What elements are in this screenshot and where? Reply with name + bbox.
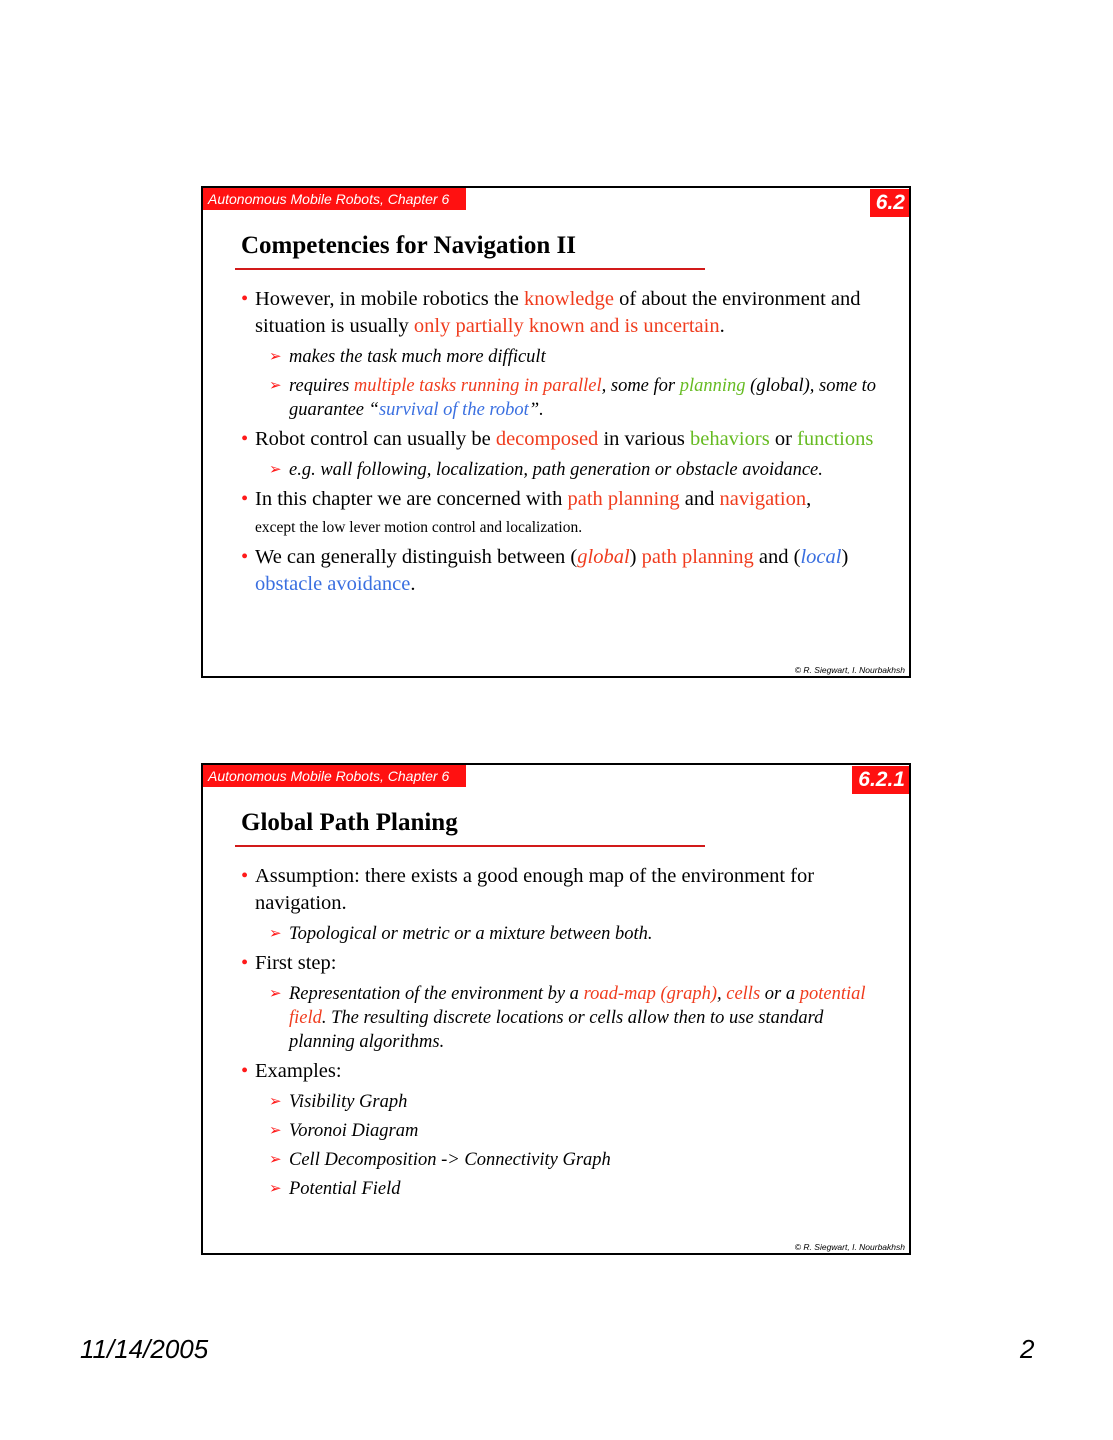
text-segment: or bbox=[769, 428, 798, 450]
text-segment: of about the environment and situation is usually bbox=[255, 288, 861, 337]
text-segment: Cell Decomposition -> Connectivity Graph bbox=[289, 1150, 611, 1170]
text-segment: However, in mobile robotics the bbox=[255, 288, 525, 310]
text-segment: path planning bbox=[641, 546, 754, 568]
sub-bullet-item bbox=[241, 922, 881, 946]
sub-bullet-item bbox=[241, 458, 881, 482]
text-segment: and ( bbox=[753, 546, 801, 568]
text-segment: Voronoi Diagram bbox=[289, 1121, 419, 1141]
text-segment: decomposed bbox=[495, 428, 599, 450]
text-segment: (global), some to guarantee “ bbox=[289, 376, 877, 420]
copyright: © R. Siegwart, I. Nourbakhsh bbox=[794, 665, 905, 675]
text-segment: behaviors bbox=[689, 428, 770, 450]
text-segment: ) bbox=[629, 546, 642, 568]
text-segment: cells bbox=[726, 984, 761, 1004]
sub-bullet-item bbox=[241, 1148, 881, 1172]
copyright: © R. Siegwart, I. Nourbakhsh bbox=[794, 1242, 905, 1252]
arrow-bullet-icon: ➢ bbox=[269, 378, 282, 394]
bullet-item bbox=[241, 863, 881, 917]
text-segment: Robot control can usually be bbox=[255, 428, 496, 450]
text-segment: ”. bbox=[528, 400, 544, 420]
text-segment: First step: bbox=[255, 952, 337, 974]
text-segment: potential field bbox=[289, 984, 866, 1028]
arrow-bullet-icon: ➢ bbox=[269, 1123, 282, 1139]
bullet-item bbox=[241, 486, 881, 540]
text-segment: knowledge bbox=[524, 288, 614, 310]
page-number: 2 bbox=[1020, 1334, 1035, 1364]
title-underline bbox=[235, 845, 705, 847]
arrow-bullet-icon: ➢ bbox=[269, 1181, 282, 1197]
print-date: 11/14/2005 bbox=[80, 1334, 209, 1364]
text-segment: planning bbox=[679, 376, 746, 396]
slide-header-label: Autonomous Mobile Robots, Chapter 6 bbox=[203, 188, 466, 210]
text-segment: , some for bbox=[601, 376, 680, 396]
text-segment: Representation of the environment by a bbox=[289, 984, 584, 1004]
text-segment: only partially known and is uncertain bbox=[413, 315, 720, 337]
bullet-item bbox=[241, 426, 881, 453]
text-segment: Topological or metric or a mixture between both. bbox=[289, 924, 653, 944]
text-segment: road-map (graph) bbox=[583, 984, 717, 1004]
text-segment: requires bbox=[289, 376, 354, 396]
text-segment: obstacle avoidance bbox=[255, 573, 411, 595]
text-segment: except the low lever motion control and localization. bbox=[255, 519, 583, 536]
title-underline bbox=[235, 268, 705, 270]
slide-body bbox=[241, 282, 881, 598]
text-segment: global bbox=[577, 546, 630, 568]
text-segment: or a bbox=[760, 984, 800, 1004]
arrow-bullet-icon: ➢ bbox=[269, 462, 282, 478]
text-segment: . bbox=[719, 315, 725, 337]
bullet-item bbox=[241, 1058, 881, 1085]
text-segment: navigation bbox=[719, 488, 807, 510]
text-segment: local bbox=[800, 546, 842, 568]
arrow-bullet-icon: ➢ bbox=[269, 349, 282, 365]
slide-global-path-planing bbox=[201, 763, 911, 1255]
text-segment: in various bbox=[598, 428, 690, 450]
text-segment: Potential Field bbox=[289, 1179, 401, 1199]
bullet-item bbox=[241, 950, 881, 977]
text-segment: Examples: bbox=[255, 1060, 342, 1082]
arrow-bullet-icon: ➢ bbox=[269, 926, 282, 942]
arrow-bullet-icon: ➢ bbox=[269, 1094, 282, 1110]
sub-bullet-item bbox=[241, 1177, 881, 1201]
text-segment: and bbox=[679, 488, 720, 510]
text-segment: , bbox=[806, 488, 812, 510]
text-segment: multiple tasks running in parallel bbox=[353, 376, 602, 396]
text-segment: Assumption: there exists a good enough map of the environment for navigation. bbox=[255, 865, 815, 914]
sub-bullet-item bbox=[241, 982, 881, 1054]
section-number-badge: 6.2.1 bbox=[852, 766, 909, 794]
sub-bullet-item bbox=[241, 345, 881, 369]
sub-bullet-item bbox=[241, 1119, 881, 1143]
slide-competencies bbox=[201, 186, 911, 678]
text-segment: path planning bbox=[567, 488, 680, 510]
sub-bullet-item bbox=[241, 1090, 881, 1114]
arrow-bullet-icon: ➢ bbox=[269, 1152, 282, 1168]
text-segment: In this chapter we are concerned with bbox=[255, 488, 568, 510]
text-segment: , bbox=[717, 984, 727, 1004]
text-segment: makes the task much more difficult bbox=[289, 347, 546, 367]
slide-body bbox=[241, 859, 881, 1201]
slide-header-label: Autonomous Mobile Robots, Chapter 6 bbox=[203, 765, 466, 787]
text-segment: We can generally distinguish between ( bbox=[255, 546, 578, 568]
text-segment: survival of the robot bbox=[378, 400, 529, 420]
sub-bullet-item bbox=[241, 374, 881, 422]
arrow-bullet-icon: ➢ bbox=[269, 986, 282, 1002]
text-segment: ) bbox=[841, 546, 849, 568]
bullet-item bbox=[241, 544, 881, 598]
bullet-item bbox=[241, 286, 881, 340]
text-segment: e.g. wall following, localization, path generation or obstacle avoidance. bbox=[289, 460, 823, 480]
slide-title: Global Path Planing bbox=[241, 809, 458, 836]
slide-title: Competencies for Navigation II bbox=[241, 232, 576, 259]
text-segment: . bbox=[410, 573, 416, 595]
text-segment: functions bbox=[797, 428, 874, 450]
text-segment: Visibility Graph bbox=[289, 1092, 408, 1112]
text-segment: . The resulting discrete locations or cells allow then to use standard planning algorithms. bbox=[289, 1008, 824, 1052]
section-number-badge: 6.2 bbox=[870, 189, 909, 217]
